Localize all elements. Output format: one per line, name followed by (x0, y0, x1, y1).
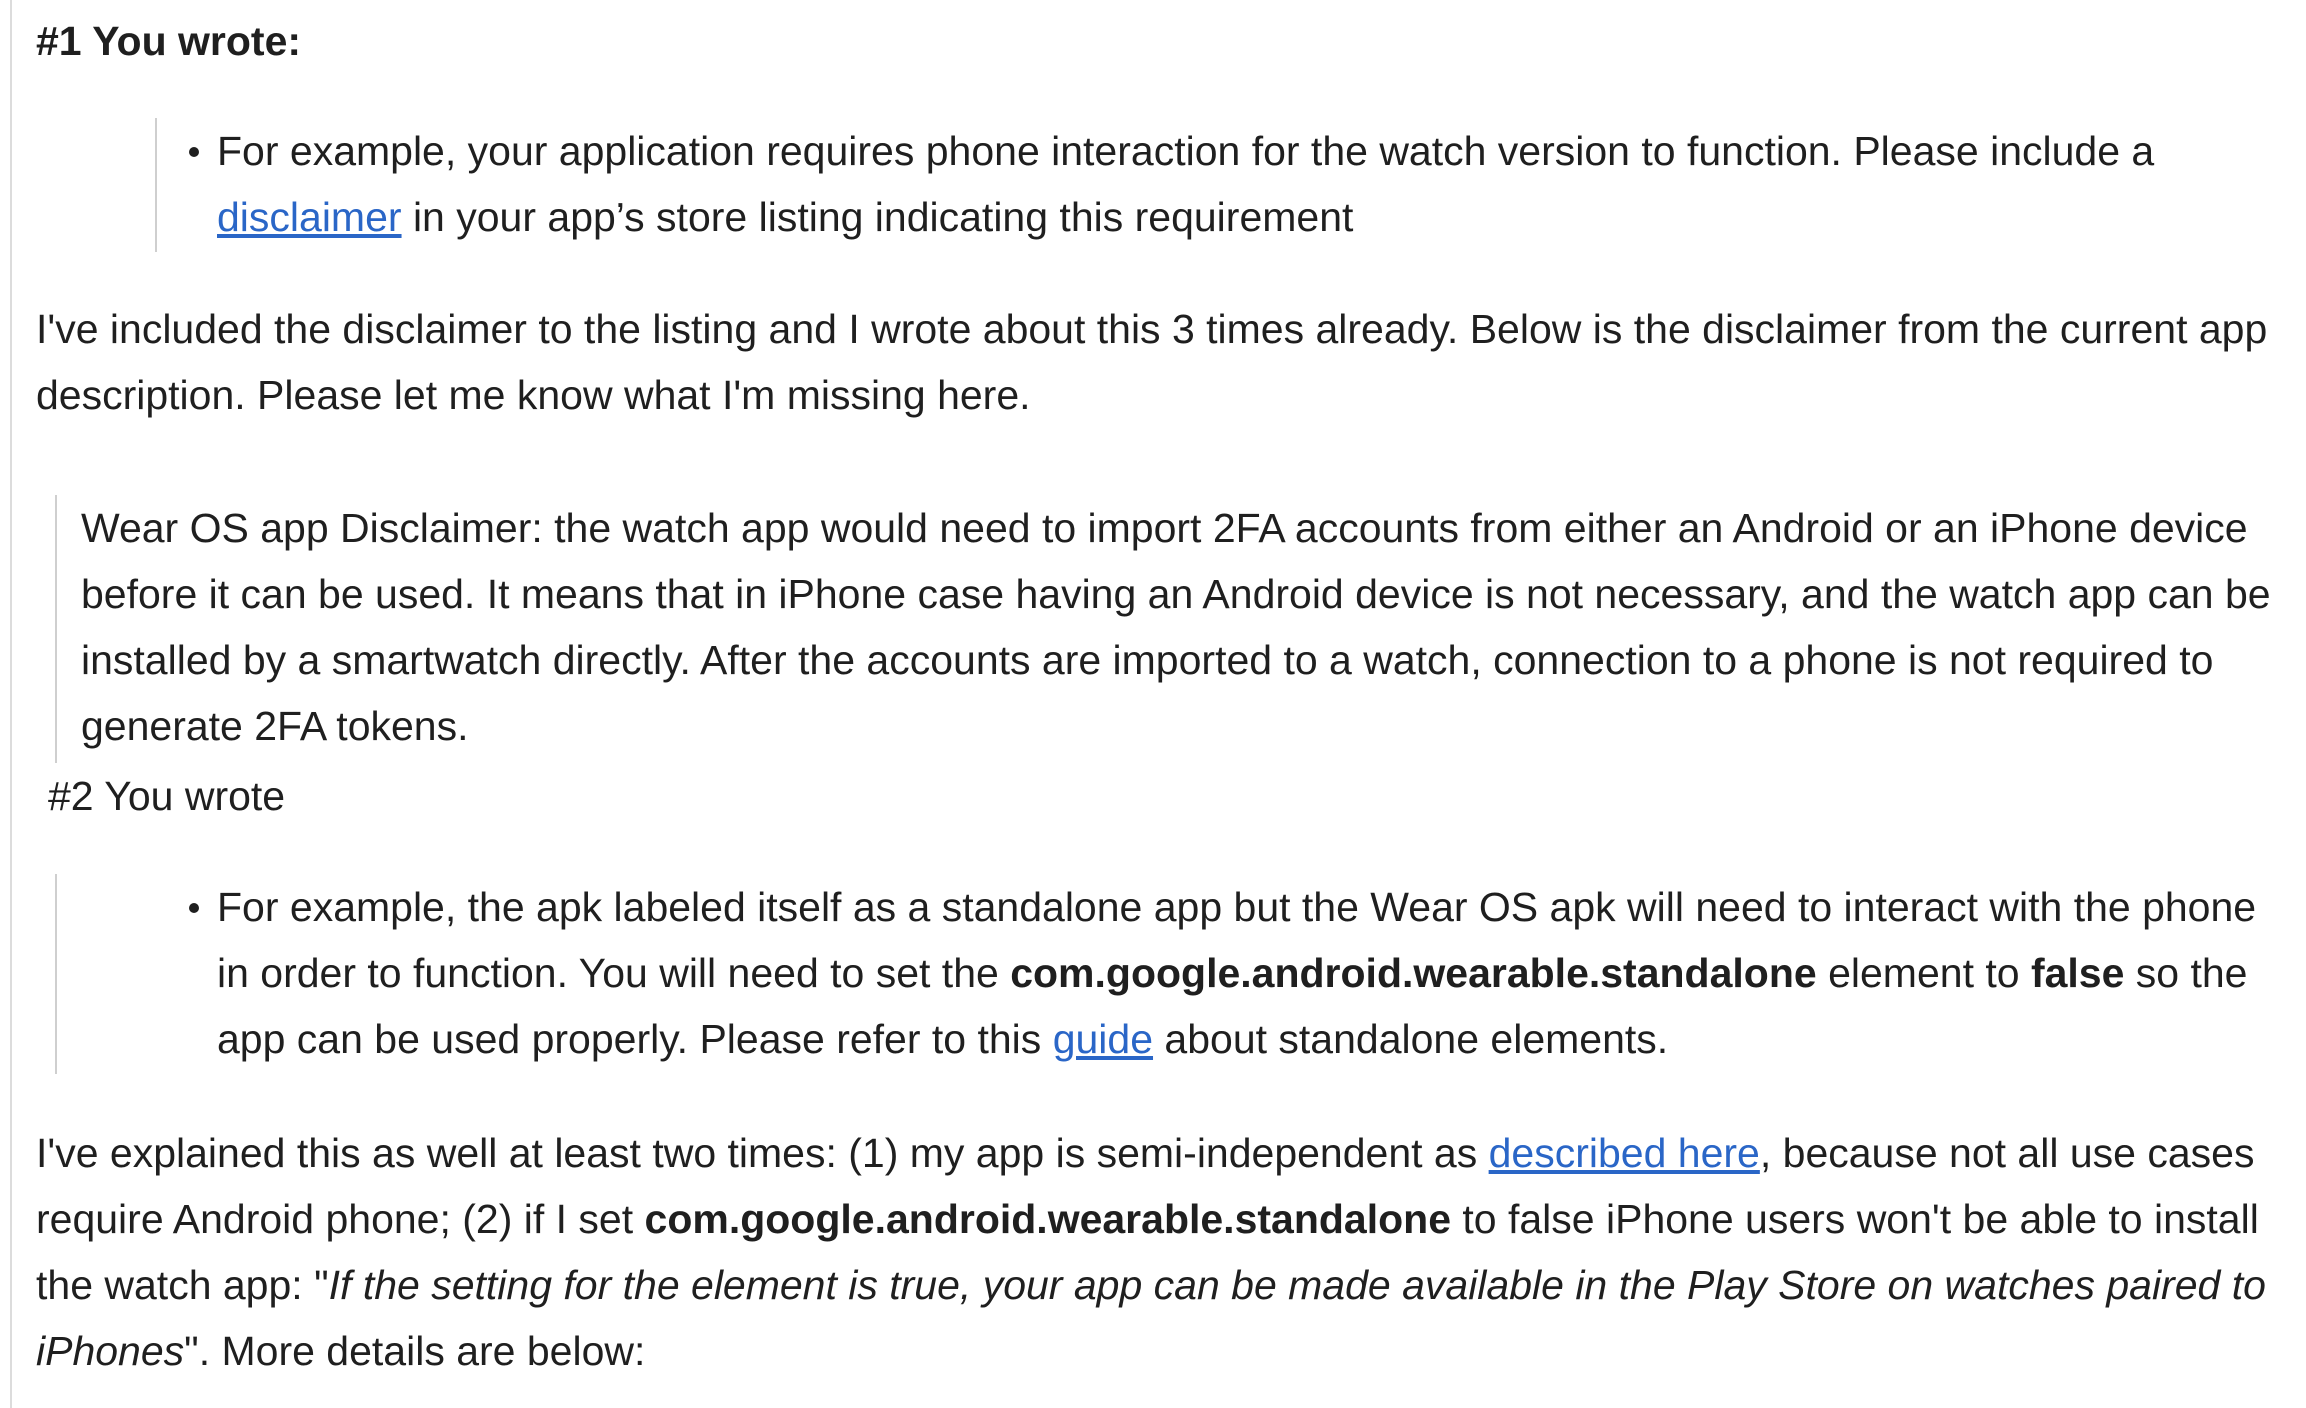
section2-heading: #2 You wrote (48, 773, 286, 819)
quoted-block-2 (55, 874, 2297, 1074)
disclaimer-text: Wear OS app Disclaimer: the watch app would need to import 2FA accounts from either an Android or an iPhone device before it can be used. It means that in iPhone case having an Android device is not necessary, and the watch app can be installed by a smartwatch directly. After the accounts are imported to a watch, connection to a phone is not required to generate 2FA tokens. (81, 505, 2271, 749)
guide-link[interactable]: guide (1052, 1016, 1154, 1062)
disclaimer-quote (55, 495, 2297, 763)
reply-paragraph-2: I've explained this as well at least two times: (1) my app is semi-independent as described here, because not all use cases require Android phone; (2) if I set com.google.android.wearable.standalone to false iPhone users won't be able to install the watch app: "If the setting for the element is true, your app can be made available in the Play Store on watches paired to iPhones". More details are below: (36, 1130, 2266, 1374)
bullet-icon (189, 147, 199, 157)
bullet-icon (189, 903, 199, 913)
disclaimer-link[interactable]: disclaimer (217, 194, 402, 240)
left-border (10, 0, 12, 1408)
quoted-text-2: For example, the apk labeled itself as a standalone app but the Wear OS apk will need to interact with the phone in order to function. You will need to set the com.google.android.wearable.standalone element to false so the app can be used properly. Please refer to this guide about standalone elements. (217, 884, 2257, 1062)
reply-paragraph-1: I've included the disclaimer to the listing and I wrote about this 3 times already. Below is the disclaimer from the current app description. Please let me know what I'm missing here. (36, 306, 2268, 418)
section1-heading: #1 You wrote: (36, 18, 302, 64)
quoted-text-1: For example, your application requires phone interaction for the watch version to function. Please include a disclaimer in your app’s store listing indicating this requirement (217, 128, 2155, 240)
described-here-link[interactable]: described here (1488, 1130, 1760, 1176)
quoted-block-1 (155, 118, 2287, 252)
